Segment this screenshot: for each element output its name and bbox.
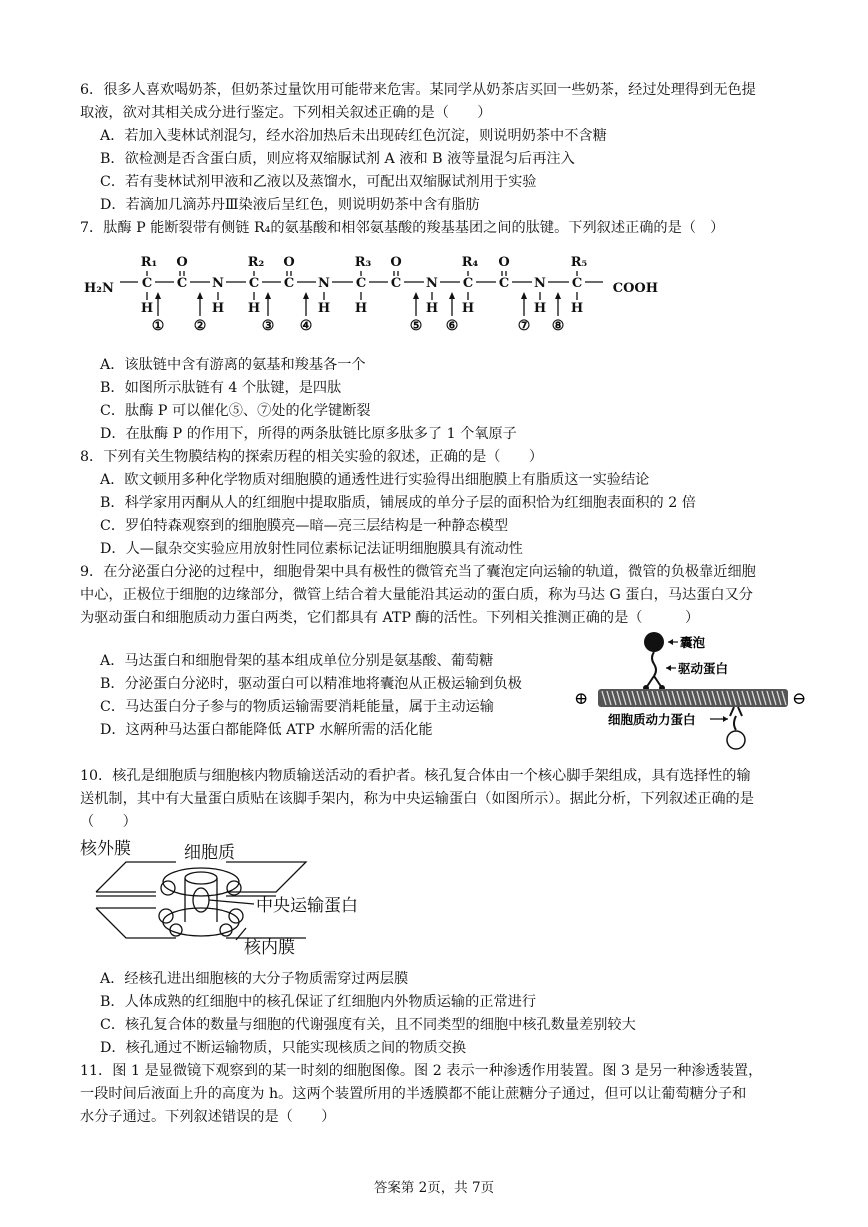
q6-option-d: D．若滴加几滴苏丹Ⅲ染液后呈红色，则说明奶茶中含有脂肪: [100, 197, 480, 213]
inner-membrane-label: 核内膜: [244, 938, 295, 958]
carbonyl-carbon-2: C: [283, 276, 295, 291]
bond-arrow: [413, 292, 419, 299]
q10-stem-line3: （ ）: [80, 814, 137, 830]
bond-arrow: [197, 292, 203, 299]
carbonyl-carbon-3: C: [390, 276, 402, 291]
q8-stem: 8．下列有关生物膜结构的探索历程的相关实验的叙述，正确的是（ ）: [80, 449, 544, 465]
q8-option-d: D．人—鼠杂交实验应用放射性同位素标记法证明细胞膜具有流动性: [100, 541, 523, 557]
page-footer: 答案第 2页，共 7页: [373, 1180, 495, 1196]
carbonyl-carbon-4: C: [498, 276, 510, 291]
amide-nitrogen-4: N: [534, 276, 546, 291]
bond-marker-7: ⑦: [517, 318, 531, 334]
q6-stem-line1: 6．很多人喜欢喝奶茶，但奶茶过量饮用可能带来危害。某同学从奶茶店买回一些奶茶，经过处理得到无色提: [80, 82, 756, 98]
outer-membrane-shape: [96, 862, 176, 892]
kinesin-label: 驱动蛋白: [678, 661, 729, 676]
alpha-carbon-4: C: [462, 276, 474, 291]
q10-option-b: B．人体成熟的红细胞中的核孔保证了红细胞内外物质运输的正常进行: [100, 994, 537, 1010]
alpha-h-3: H: [354, 301, 368, 316]
carbonyl-oxygen-2: O: [283, 255, 295, 270]
q6-option-a: A．若加入斐林试剂混匀，经水浴加热后未出现砖红色沉淀，则说明奶茶中不含糖: [100, 128, 607, 144]
cytoplasm-label: 细胞质: [184, 843, 235, 863]
carbonyl-oxygen-1: O: [176, 255, 188, 270]
nuclear-pore-figure: [76, 832, 386, 964]
minus-end-icon: ⊖: [792, 689, 807, 709]
bond-marker-4: ④: [299, 318, 313, 334]
bond-marker-3: ③: [261, 318, 275, 334]
q7-option-a: A．该肽链中含有游离的氨基和羧基各一个: [100, 357, 366, 373]
bond-arrow: [303, 292, 309, 299]
q11-stem-line1: 11．图 1 是显微镜下观察到的某一时刻的细胞图像。图 2 表示一种渗透作用装置。图 3 是另一种渗透装置，: [80, 1063, 763, 1079]
q11-stem-line2: 一段时间后液面上升的高度为 h。这两个装置所用的半透膜都不能让蔗糖分子通过，但可以让葡萄糖分子和: [80, 1086, 747, 1102]
alpha-h-1: H: [140, 301, 154, 316]
motor-protein-figure: [574, 630, 814, 758]
q8-option-c: C．罗伯特森观察到的细胞膜亮—暗—亮三层结构是一种静态模型: [100, 518, 509, 534]
q7-option-b: B．如图所示肽链有 4 个肽键，是四肽: [100, 380, 342, 396]
q9-option-b: B．分泌蛋白分泌时，驱动蛋白可以精准地将囊泡从正极运输到负极: [100, 676, 522, 692]
bond-arrow: [521, 292, 527, 299]
kinesin-shape: [652, 652, 656, 676]
side-chain-r2: R₂: [247, 255, 265, 270]
alpha-h-5: H: [570, 301, 584, 316]
central-protein-label: 中央运输蛋白: [256, 896, 358, 916]
alpha-carbon-2: C: [248, 276, 260, 291]
dynein-label: 细胞质动力蛋白: [608, 712, 696, 727]
q10-option-a: A．经核孔进出细胞核的大分子物质需穿过两层膜: [100, 971, 409, 987]
alpha-h-2: H: [247, 301, 261, 316]
bond-marker-2: ②: [193, 318, 207, 334]
q9-option-d: D．这两种马达蛋白都能降低 ATP 水解所需的活化能: [100, 722, 433, 738]
bond-arrow: [555, 292, 561, 299]
plus-end-icon: ⊕: [574, 689, 589, 709]
cargo-vesicle-shape: [727, 731, 745, 749]
bond-arrow: [265, 292, 271, 299]
amide-nitrogen-1: N: [212, 276, 224, 291]
amide-h-2: H: [317, 301, 331, 316]
amide-h-3: H: [425, 301, 439, 316]
q10-option-d: D．核孔通过不断运输物质，只能实现核质之间的物质交换: [100, 1040, 467, 1056]
q11-stem-line3: 水分子通过。下列叙述错误的是（ ）: [80, 1109, 336, 1125]
q6-option-b: B．欲检测是否含蛋白质，则应将双缩脲试剂 A 液和 B 液等量混匀后再注入: [100, 151, 575, 167]
bond-marker-5: ⑤: [409, 318, 423, 334]
carbonyl-oxygen-3: O: [390, 255, 402, 270]
carbonyl-oxygen-4: O: [498, 255, 510, 270]
q10-stem-line2: 送机制，其中有大量蛋白质贴在该脚手架内，称为中央运输蛋白（如图所示）。据此分析，下列叙述正确的是: [80, 791, 754, 807]
q10-stem-line1: 10．核孔是细胞质与细胞核内物质输送活动的看护者。核孔复合体由一个核心脚手架组成，具有选择性的输: [80, 768, 751, 784]
amide-h-1: H: [211, 301, 225, 316]
q8-option-b: B．科学家用丙酮从人的红细胞中提取脂质，铺展成的单分子层的面积恰为红细胞表面积的 2 倍: [100, 495, 696, 511]
carbonyl-carbon-1: C: [176, 276, 188, 291]
q7-option-c: C．肽酶 P 可以催化⑤、⑦处的化学键断裂: [100, 403, 371, 419]
bond-marker-8: ⑧: [551, 318, 565, 334]
q9-option-a: A．马达蛋白和细胞骨架的基本组成单位分别是氨基酸、葡萄糖: [100, 653, 494, 669]
q6-option-c: C．若有斐林试剂甲液和乙液以及蒸馏水，可配出双缩脲试剂用于实验: [100, 174, 537, 190]
bond-marker-6: ⑥: [445, 318, 459, 334]
peptide-structure-figure: [80, 250, 680, 342]
vesicle-shape: [644, 632, 664, 652]
bond-arrow: [155, 292, 161, 299]
outer-membrane-label: 核外膜: [80, 839, 131, 859]
side-chain-r5: R₅: [570, 255, 588, 270]
side-chain-r4: R₄: [461, 255, 479, 270]
pore-ring-shape: [185, 872, 217, 884]
cooh-label: COOH: [612, 281, 658, 296]
q10-option-c: C．核孔复合体的数量与细胞的代谢强度有关，且不同类型的细胞中核孔数量差别较大: [100, 1017, 636, 1033]
amide-nitrogen-2: N: [318, 276, 330, 291]
alpha-h-4: H: [461, 301, 475, 316]
q7-stem: 7．肽酶 P 能断裂带有侧链 R₄的氨基酸和相邻氨基酸的羧基基团之间的肽键。下列叙述正确的是（ ）: [80, 220, 725, 236]
alpha-carbon-1: C: [141, 276, 153, 291]
q8-option-a: A．欧文顿用多种化学物质对细胞膜的通透性进行实验得出细胞膜上有脂质这一实验结论: [100, 472, 650, 488]
dynein-shape: [734, 716, 736, 730]
q9-option-c: C．马达蛋白分子参与的物质运输需要消耗能量，属于主动运输: [100, 699, 494, 715]
q9-stem-line2: 中心，正极位于细胞的边缘部分，微管上结合着大量能沿其运动的蛋白质，称为马达 G 蛋白，马达蛋白又分: [80, 587, 753, 603]
alpha-carbon-5: C: [571, 276, 583, 291]
vesicle-label: 囊泡: [680, 635, 706, 650]
side-chain-r1: R₁: [140, 255, 158, 270]
bond-marker-1: ①: [151, 318, 165, 334]
side-chain-r3: R₃: [354, 255, 372, 270]
bond-arrow: [449, 292, 455, 299]
alpha-carbon-3: C: [355, 276, 367, 291]
q6-stem-line2: 取液，欲对其相关成分进行鉴定。下列相关叙述正确的是（ ）: [80, 105, 492, 121]
q9-stem-line1: 9．在分泌蛋白分泌的过程中，细胞骨架中具有极性的微管充当了囊泡定向运输的轨道，微管的负极靠近细胞: [80, 564, 756, 580]
amide-nitrogen-3: N: [426, 276, 438, 291]
q7-option-d: D．在肽酶 P 的作用下，所得的两条肽链比原多肽多了 1 个氧原子: [100, 426, 517, 442]
q9-stem-line3: 为驱动蛋白和细胞质动力蛋白两类，它们都具有 ATP 酶的活性。下列相关推测正确的是（ ）: [80, 610, 700, 626]
amide-h-4: H: [533, 301, 547, 316]
h2n-label: H₂N: [84, 281, 114, 296]
